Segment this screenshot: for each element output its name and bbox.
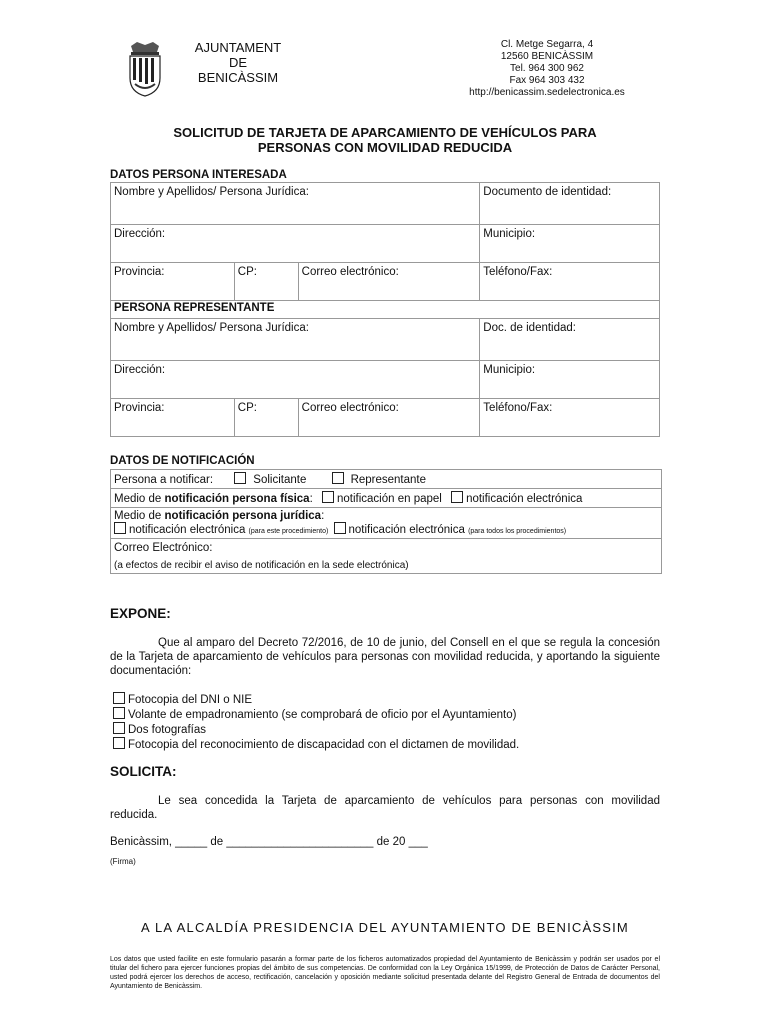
electronica-fisica-label: notificación electrónica [466, 493, 583, 505]
representante-documento-field[interactable]: Doc. de identidad: [480, 319, 660, 361]
interesada-direccion-field[interactable]: Dirección: [111, 225, 480, 263]
address-block [447, 39, 647, 99]
doc-empadronamiento-label: Volante de empadronamiento (se comprobará de oficio por el Ayuntamiento) [128, 709, 517, 721]
interesada-documento-field[interactable]: Documento de identidad: [480, 183, 660, 225]
interesada-table [110, 182, 660, 301]
expone-text: Que al amparo del Decreto 72/2016, de 10 de junio, del Consell en el que se regula la concesión de la Tarjeta de aparcamiento de vehículos para personas con movilidad reducida, y aportando la siguiente documentación: [110, 637, 660, 677]
representante-provincia-field[interactable]: Provincia: [111, 399, 235, 437]
org-line-3: BENICÀSSIM [197, 70, 279, 85]
electronica-este-note: (para este procedimiento) [248, 528, 329, 535]
papel-checkbox-box[interactable] [322, 491, 334, 503]
electronica-todos-label: notificación electrónica [348, 524, 465, 536]
doc-item-fotografias[interactable] [113, 722, 519, 737]
doc-item-empadronamiento[interactable] [113, 707, 519, 722]
doc-discapacidad-checkbox[interactable] [113, 737, 125, 749]
solicitante-checkbox-box[interactable] [234, 472, 246, 484]
electronica-fisica-checkbox-box[interactable] [451, 491, 463, 503]
doc-fotografias-label: Dos fotografías [128, 724, 206, 736]
expone-doc-list [113, 692, 519, 752]
solicita-heading: SOLICITA: [110, 764, 177, 779]
medio-fisica-row [111, 489, 661, 508]
representante-direccion-field[interactable]: Dirección: [111, 361, 480, 399]
coat-of-arms-icon [125, 40, 165, 98]
place-date-line[interactable]: Benicàssim, _____ de _______________________ de 20 ___ [110, 836, 428, 848]
doc-item-discapacidad[interactable] [113, 737, 519, 752]
representante-checkbox-box[interactable] [332, 472, 344, 484]
title-line-1: SOLICITUD DE TARJETA DE APARCAMIENTO DE VEHÍCULOS PARA [173, 125, 597, 140]
interesada-provincia-field[interactable]: Provincia: [111, 263, 235, 301]
electronica-todos-checkbox[interactable] [334, 524, 465, 536]
firma-label: (Firma) [110, 857, 136, 866]
medio-fisica-bold: notificación persona física [164, 493, 310, 505]
org-line-1: AJUNTAMENT [194, 40, 282, 55]
interesada-cp-field[interactable]: CP: [234, 263, 298, 301]
persona-notificar-label: Persona a notificar: [114, 474, 214, 486]
papel-label: notificación en papel [337, 493, 442, 505]
organization-name [183, 40, 293, 85]
solicita-text: Le sea concedida la Tarjeta de aparcamiento de vehículos para personas con movilidad reducida. [110, 795, 660, 821]
electronica-este-checkbox[interactable] [114, 524, 245, 536]
medio-juridica-post: : [321, 510, 325, 522]
electronica-todos-note: (para todos los procedimientos) [468, 528, 567, 535]
legal-notice: Los datos que usted facilite en este formulario pasarán a formar parte de los ficheros automatizados propiedad del Ayuntamiento de Benicàssim y podrán ser usados por el titular del fichero para ejercer funciones propias del ámbito de sus competencias. De conformidad con la Ley Orgánica 15/1999, de Protección de Datos de Carácter Personal, usted podrá ejercer los derechos de acceso, rectificación, cancelación y oposición mediante solicitud presentada delante del Registro General de Entrada de documentos del Ayuntamiento de Benicàssim. [110, 956, 660, 990]
representante-nombre-field[interactable]: Nombre y Apellidos/ Persona Jurídica: [111, 319, 480, 361]
addressee-title: A LA ALCALDÍA PRESIDENCIA DEL AYUNTAMIENTO DE BENICÀSSIM [141, 920, 629, 935]
representante-checkbox[interactable] [332, 474, 426, 486]
interesada-municipio-field[interactable]: Municipio: [480, 225, 660, 263]
correo-notificacion-row[interactable] [111, 539, 661, 573]
representante-table [110, 300, 660, 437]
representante-municipio-field[interactable]: Municipio: [480, 361, 660, 399]
persona-notificar-row [111, 470, 661, 489]
medio-fisica-post: : [309, 493, 313, 505]
interesada-telefono-field[interactable]: Teléfono/Fax: [480, 263, 660, 301]
electronica-todos-checkbox-box[interactable] [334, 522, 346, 534]
electronica-fisica-checkbox[interactable] [451, 493, 582, 505]
electronica-este-checkbox-box[interactable] [114, 522, 126, 534]
interesada-nombre-field[interactable]: Nombre y Apellidos/ Persona Jurídica: [111, 183, 480, 225]
address-street: Cl. Metge Segarra, 4 [500, 39, 594, 50]
address-website: http://benicassim.sedelectronica.es [469, 87, 625, 98]
doc-fotografias-checkbox[interactable] [113, 722, 125, 734]
representante-label: Representante [350, 474, 427, 486]
correo-notificacion-label: Correo Electrónico: [114, 542, 213, 554]
document-title [110, 125, 660, 155]
papel-checkbox[interactable] [322, 493, 442, 505]
doc-dni-label: Fotocopia del DNI o NIE [128, 694, 253, 706]
medio-juridica-pre: Medio de [114, 510, 165, 522]
representante-cp-field[interactable]: CP: [234, 399, 298, 437]
doc-discapacidad-label: Fotocopia del reconocimiento de discapacidad con el dictamen de movilidad. [128, 739, 520, 751]
solicitante-checkbox[interactable] [234, 474, 306, 486]
solicitante-label: Solicitante [253, 474, 307, 486]
medio-juridica-row [111, 508, 661, 539]
interesada-correo-field[interactable]: Correo electrónico: [298, 263, 480, 301]
representante-correo-field[interactable]: Correo electrónico: [298, 399, 480, 437]
expone-heading: EXPONE: [110, 606, 171, 621]
org-line-2: DE [228, 55, 248, 70]
correo-notificacion-note: (a efectos de recibir el aviso de notificación en la sede electrónica) [114, 560, 409, 571]
electronica-este-label: notificación electrónica [129, 524, 246, 536]
section-notificacion-title: DATOS DE NOTIFICACIÓN [110, 455, 255, 467]
doc-item-dni[interactable] [113, 692, 519, 707]
medio-juridica-bold: notificación persona jurídica [164, 510, 322, 522]
address-fax: Fax 964 303 432 [509, 75, 585, 86]
doc-dni-checkbox[interactable] [113, 692, 125, 704]
medio-fisica-pre: Medio de [114, 493, 165, 505]
address-postal: 12560 BENICÀSSIM [500, 51, 594, 62]
section-representante-title: PERSONA REPRESENTANTE [111, 301, 660, 319]
header-left [125, 40, 325, 100]
title-line-2: PERSONAS CON MOVILIDAD REDUCIDA [257, 140, 513, 155]
representante-telefono-field[interactable]: Teléfono/Fax: [480, 399, 660, 437]
notificacion-box [110, 469, 662, 574]
address-phone: Tel. 964 300 962 [510, 63, 584, 74]
doc-empadronamiento-checkbox[interactable] [113, 707, 125, 719]
section-interesada-title: DATOS PERSONA INTERESADA [110, 169, 287, 181]
